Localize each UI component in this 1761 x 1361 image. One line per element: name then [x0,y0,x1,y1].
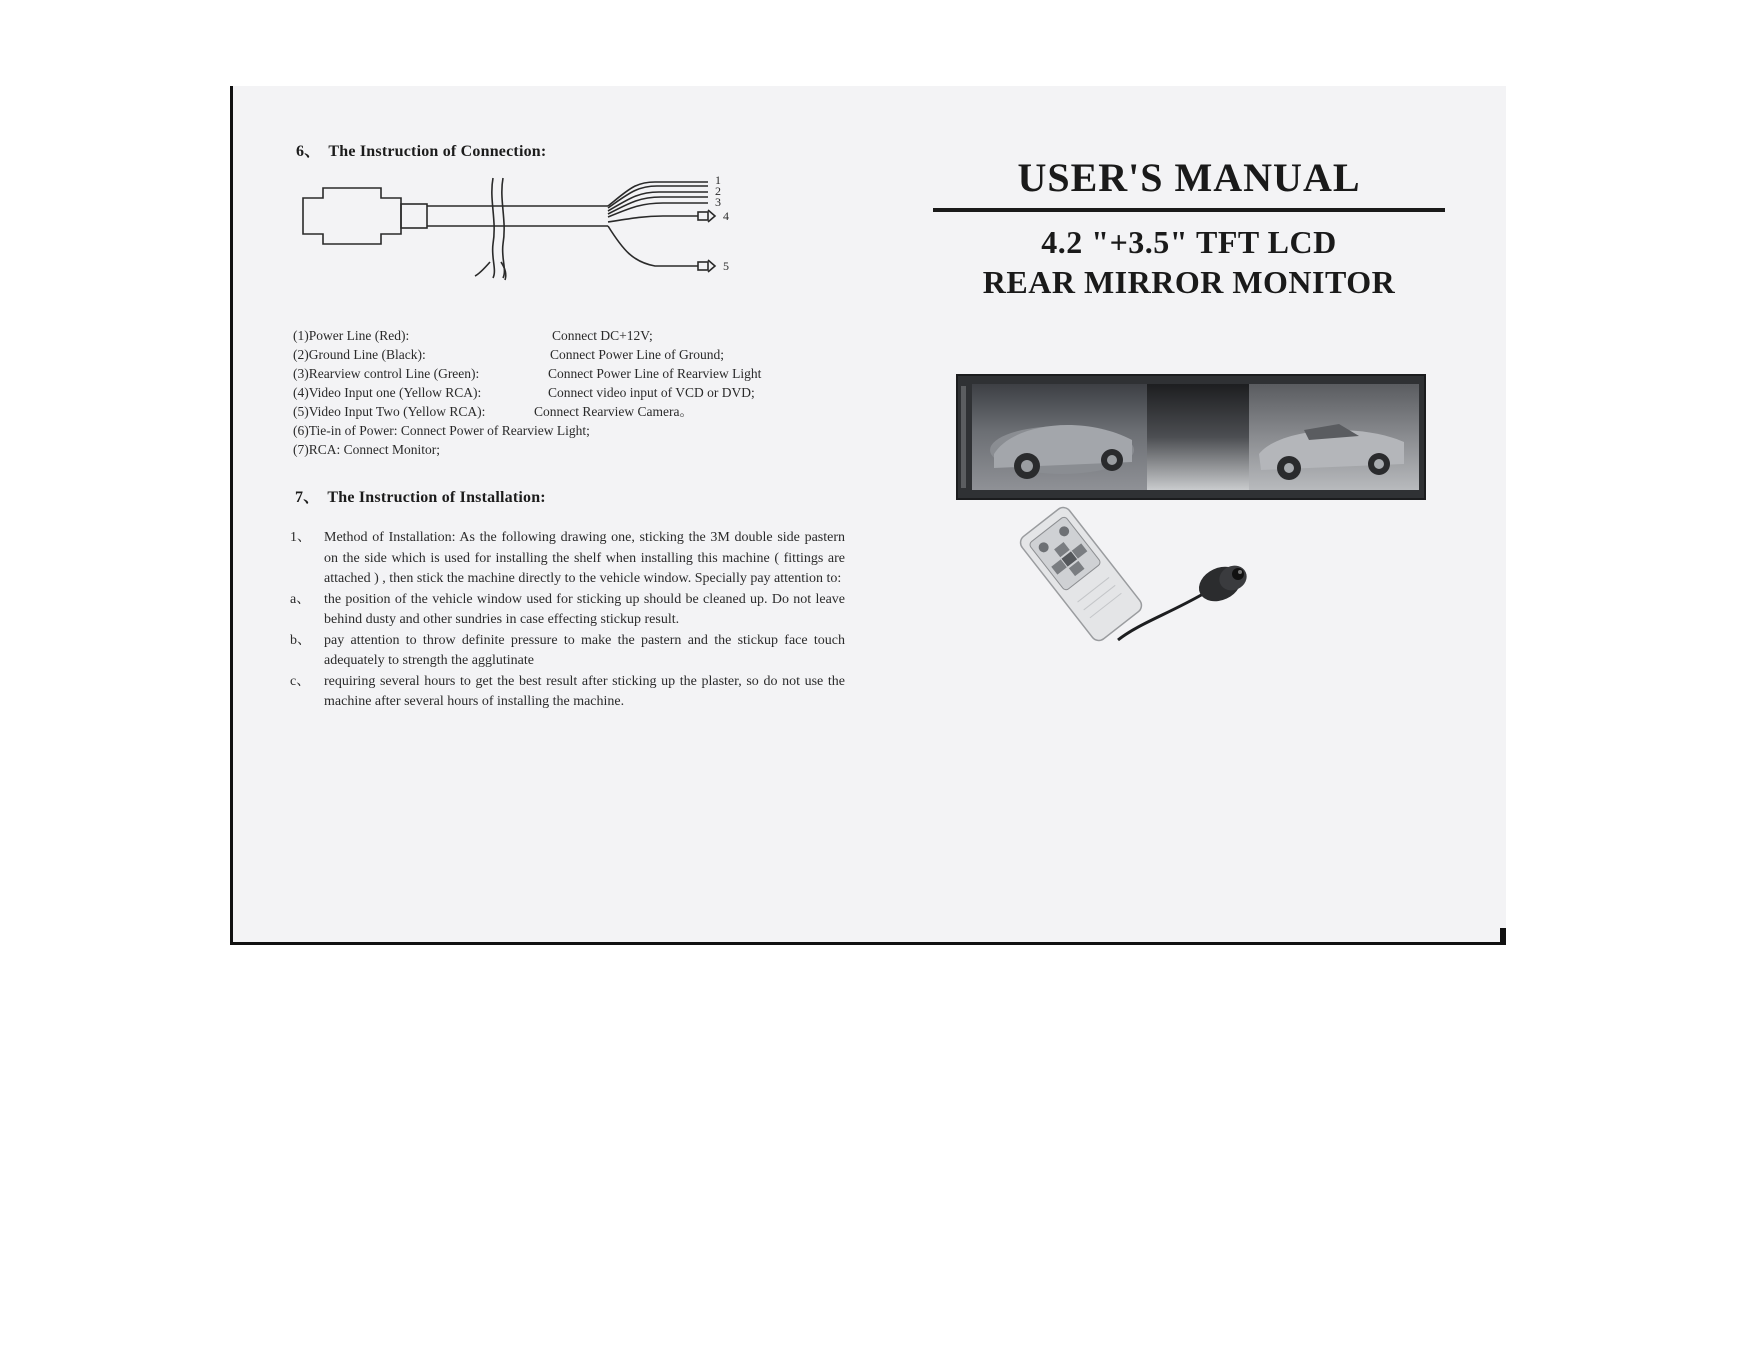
car-image-right [1249,384,1419,490]
instruction-item: a、 the position of the vehicle window used for sticking up should be cleaned up. Do not leave behind dusty and other sundries in case effecting stickup result. [290,591,845,627]
wire-number-4: 4 [723,209,729,223]
manual-sheet: 6、 The Instruction of Connection: 1 2 3 4 5 (1)Power Line (Red): Connect DC+12V; (2)Ground Line (Black): Connect Power Line of Ground; (3)Rearview control Line (Green): Connect Power Line of Rearview Light (4)Video Input one (Yellow RCA): Connect video input of VCD or DVD; (5)Video Input Two (Yellow RCA): Connect Rearview Camera。 (6)Tie-in of Power: Connect Power of Rearview Light; (7)RCA: Connect Monitor; 7、 The Instruction of Installation: 1、 Method of Installation: As the following drawing one, sticking the 3M double side pastern on the side which is used for installing the shelf when installing this machine ( fittings are attached ) , then stick the machine directly to the vehicle window. Specially pay attention to: a、 the position of the vehicle window used for sticking up should be cleaned up. Do not leave behind dusty and other sundries in case effecting stickup result. b、 pay attention to throw definite pressure to make the pastern and the stickup face touch adequately to strength the agglutinate c、 requiring several hours to get the best result after sticking up the plaster, so do not use the machine after several hours of installing the machine. USER'S MANUAL 4.2 "+3.5" TFT LCD REAR MIRROR MONITOR [230,86,1506,945]
monitor-mirror-center [1147,384,1249,490]
rearview-camera-icon [1108,554,1278,649]
wire-4 [608,216,698,222]
installation-instructions [290,528,845,713]
wire-5 [608,226,698,266]
instruction-item: b、 pay attention to throw definite pressure to make the pastern and the stickup face touch adequately to strength the agglutinate [290,632,845,668]
main-cable [427,206,608,226]
instruction-item: c、 requiring several hours to get the best result after sticking up the plaster, so do not use the machine after several hours of installing the machine. [290,673,845,709]
product-subtitle-line-1: 4.2 "+3.5" TFT LCD [1041,224,1337,260]
wire-number-5: 5 [723,259,729,273]
section-7-heading: 7、 The Instruction of Installation: [295,489,546,506]
wire-number-2: 2 [715,184,721,198]
connector-plug [303,188,401,244]
title-divider [933,208,1445,212]
monitor-screen-right [1249,384,1419,490]
monitor-screen-left [972,384,1147,490]
cover-title-block [933,156,1445,302]
wire-3 [608,203,708,217]
product-subtitle-line-2: REAR MIRROR MONITOR [982,264,1396,300]
section-6-heading: 6、 The Instruction of Connection: [296,143,547,160]
car-image-left [972,384,1147,490]
wire-number-3: 3 [715,195,721,209]
connection-cable-diagram [283,170,733,290]
rear-mirror-monitor-icon [956,374,1426,500]
cable-sleeve [401,204,427,228]
manual-title: USER'S MANUAL [1017,155,1361,200]
instruction-item: 1、 Method of Installation: As the following drawing one, sticking the 3M double side pastern on the side which is used for installing the shelf when installing this machine ( fittings are attached ) , then stick the machine directly to the vehicle window. Specially pay attention to: [290,530,845,586]
wire-number-1: 1 [715,173,721,187]
